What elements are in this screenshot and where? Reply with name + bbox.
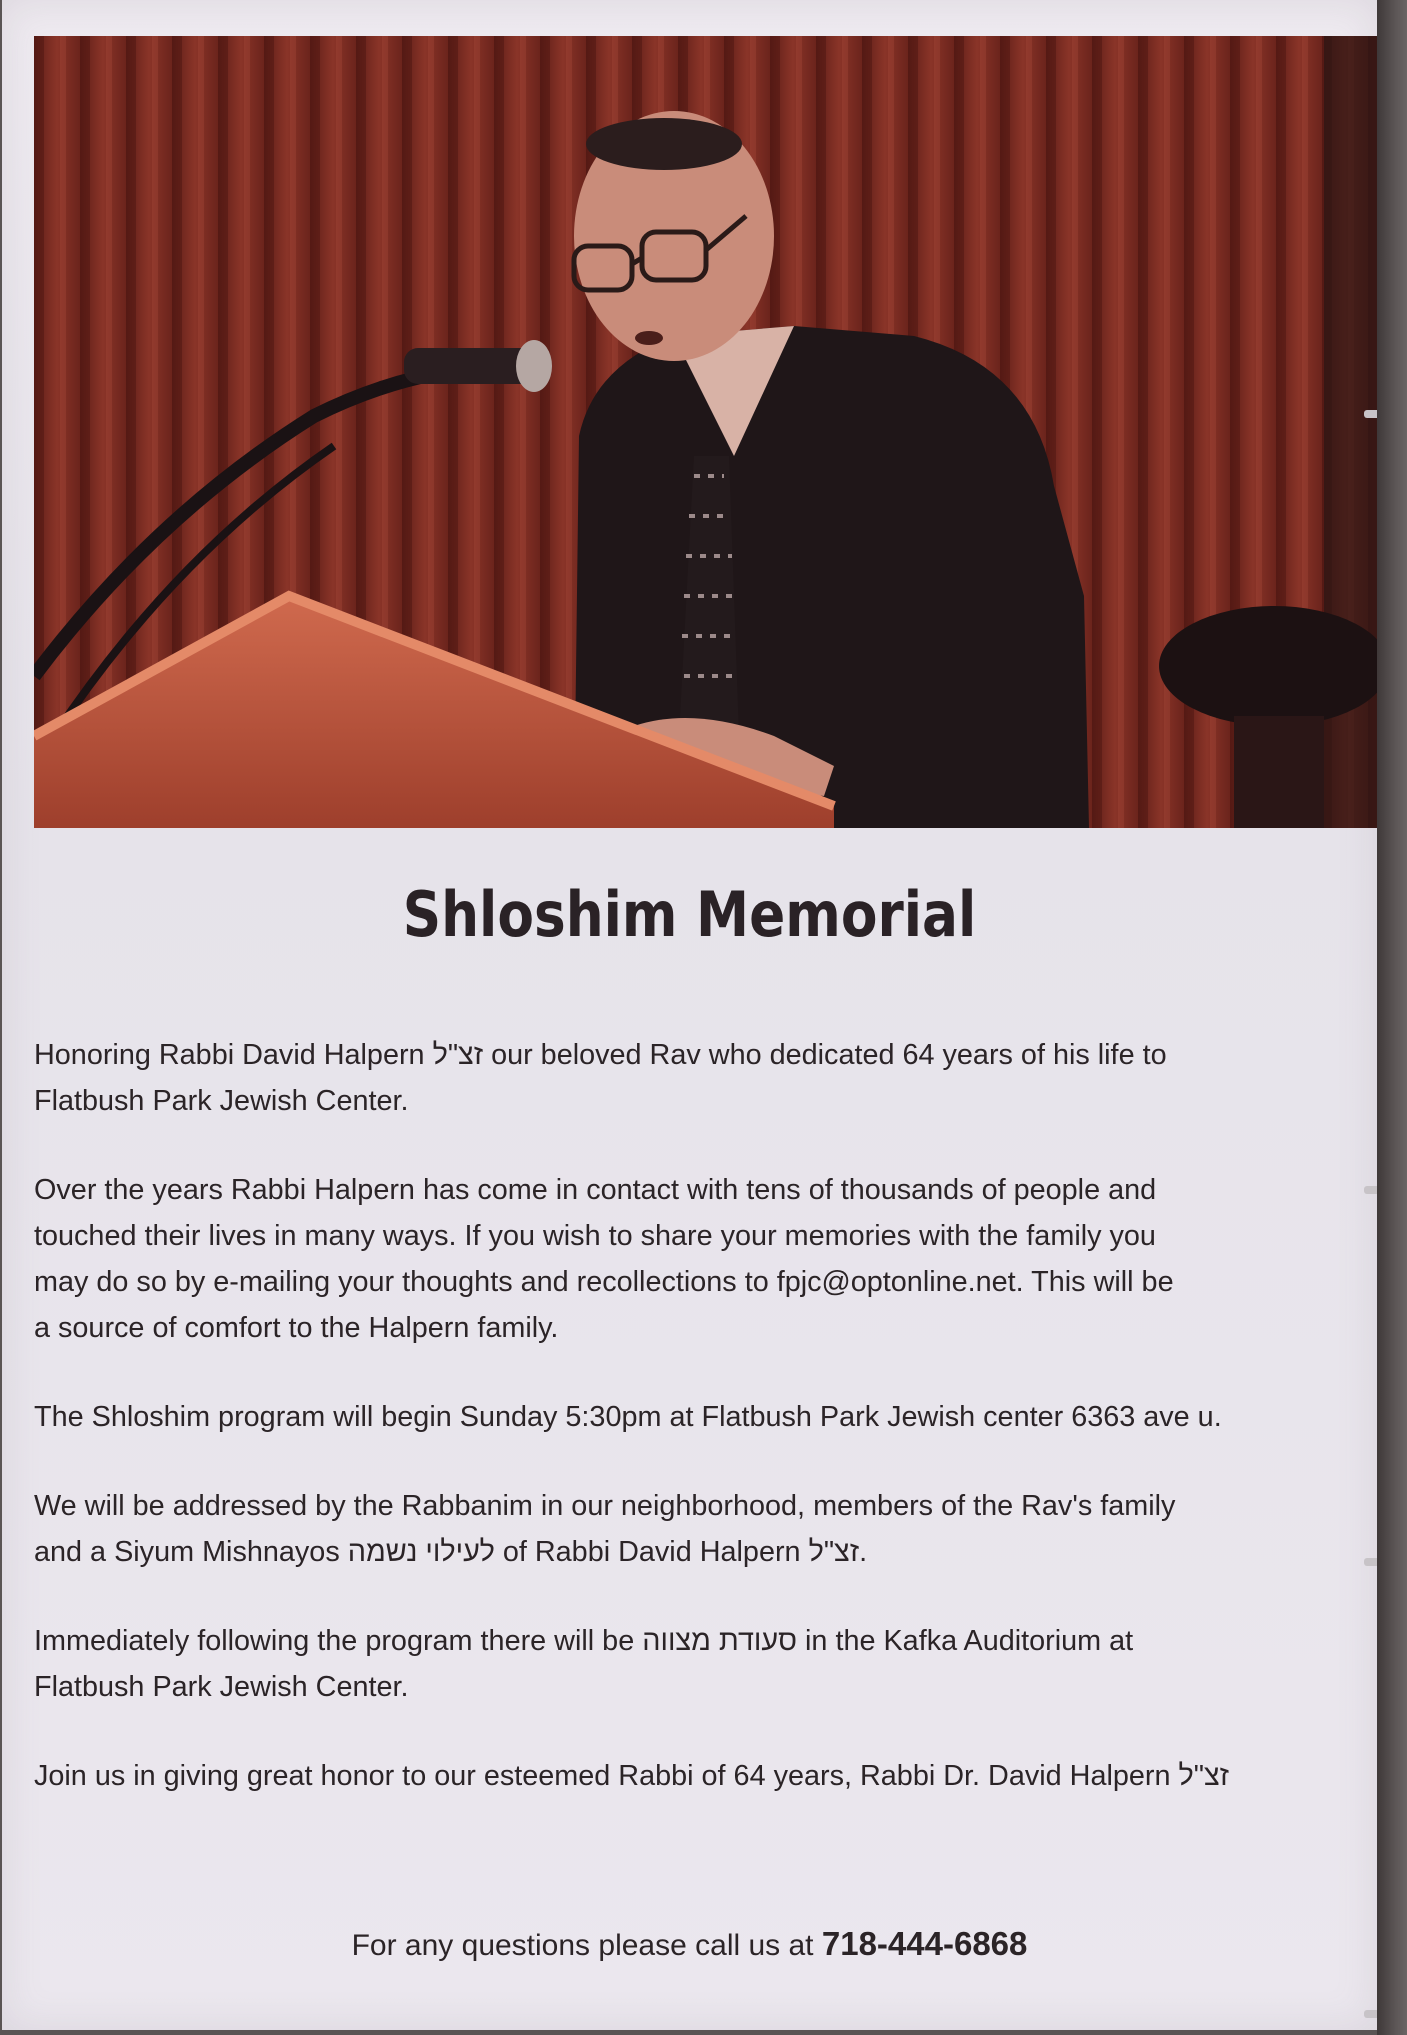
text-line: a source of comfort to the Halpern family. bbox=[34, 1312, 559, 1344]
paragraph-seudah bbox=[34, 1618, 1378, 1710]
paragraph-join-us bbox=[34, 1753, 1378, 1799]
rabbi-at-podium-photo bbox=[34, 36, 1378, 828]
text-line: Flatbush Park Jewish Center. bbox=[34, 1671, 409, 1703]
page-title: Shloshim Memorial bbox=[402, 878, 977, 951]
text-line: Immediately following the program there will be סעודת מצווה in the Kafka Auditorium at bbox=[34, 1625, 1134, 1657]
text-line: touched their lives in many ways. If you wish to share your memories with the family you bbox=[34, 1220, 1156, 1252]
text-line: We will be addressed by the Rabbanim in our neighborhood, members of the Rav's family bbox=[34, 1490, 1176, 1522]
text-line: Honoring Rabbi David Halpern זצ"ל our beloved Rav who dedicated 64 years of his life to bbox=[34, 1039, 1167, 1071]
newspaper-page bbox=[2, 0, 1377, 2030]
phone-number: 718-444-6868 bbox=[821, 1925, 1028, 1962]
announcement-body bbox=[34, 1032, 1378, 1842]
contact-line bbox=[2, 1925, 1377, 1963]
page-edge-shadow bbox=[1377, 0, 1407, 2035]
text-line: may do so by e-mailing your thoughts and recollections to fpjc@optonline.net. This will be bbox=[34, 1266, 1174, 1298]
paragraph-program-time bbox=[34, 1394, 1378, 1440]
contact-prefix: For any questions please call us at bbox=[351, 1929, 814, 1962]
text-line: Over the years Rabbi Halpern has come in contact with tens of thousands of people and bbox=[34, 1174, 1157, 1206]
text-line: Join us in giving great honor to our esteemed Rabbi of 64 years, Rabbi Dr. David Halpern זצ"ל bbox=[34, 1760, 1229, 1792]
paragraph-memories bbox=[34, 1167, 1378, 1351]
photo-illustration bbox=[34, 36, 1378, 828]
text-line: and a Siyum Mishnayos לעילוי נשמה of Rabbi David Halpern זצ"ל. bbox=[34, 1536, 868, 1568]
paragraph-honoring bbox=[34, 1032, 1378, 1124]
text-line: The Shloshim program will begin Sunday 5:30pm at Flatbush Park Jewish center 6363 ave u. bbox=[34, 1401, 1222, 1433]
paragraph-speakers bbox=[34, 1483, 1378, 1575]
text-line: Flatbush Park Jewish Center. bbox=[34, 1085, 409, 1117]
